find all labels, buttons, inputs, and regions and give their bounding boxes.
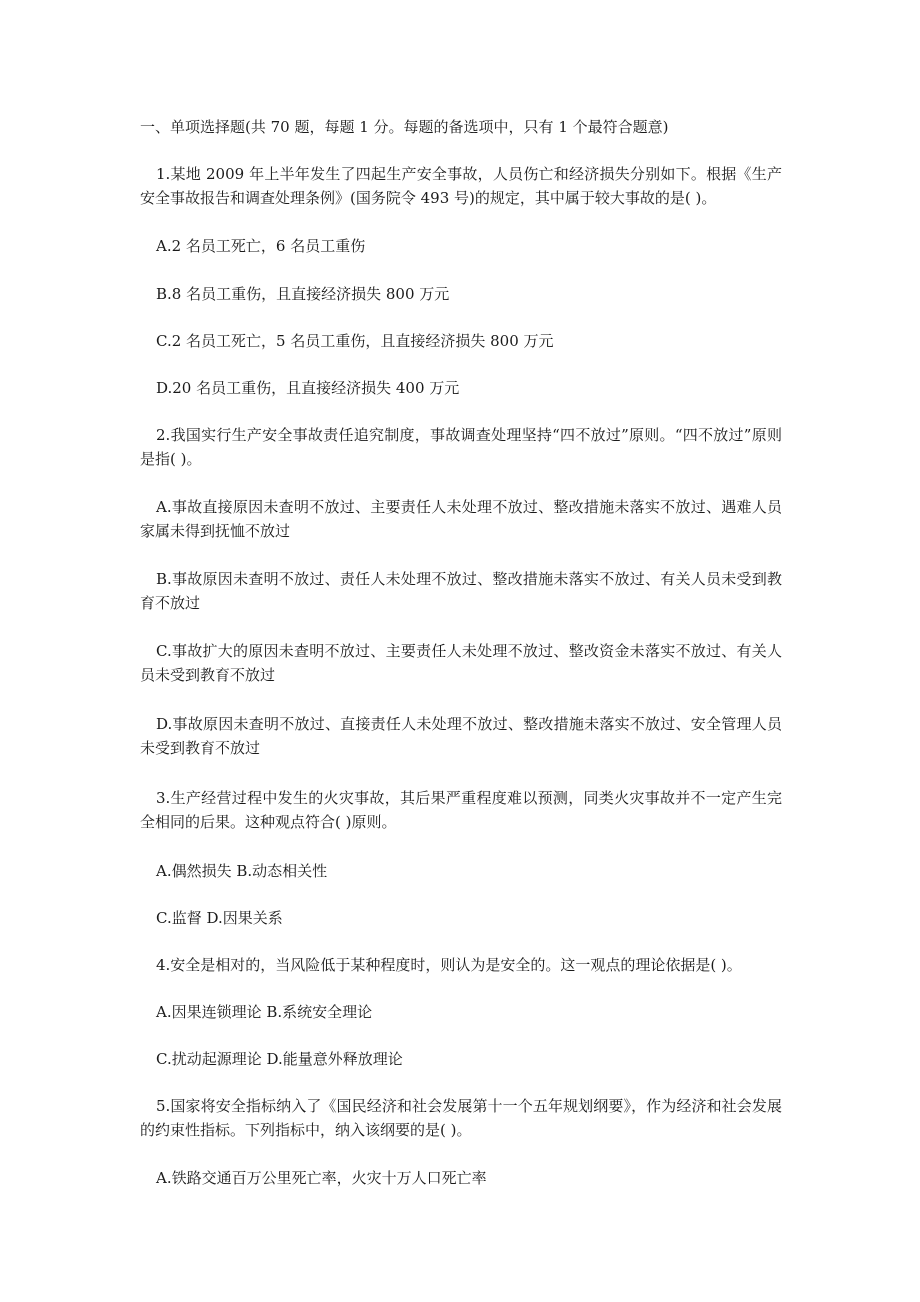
question-2-option-a: A.事故直接原因未查明不放过、主要责任人未处理不放过、整改措施未落实不放过、遇难人员家属未得到抚恤不放过 — [140, 498, 782, 540]
question-3-options-cd: C.监督 D.因果关系 — [156, 909, 283, 927]
question-4-options-cd: C.扰动起源理论 D.能量意外释放理论 — [156, 1050, 403, 1068]
question-1-option-c: C.2 名员工死亡，5 名员工重伤，且直接经济损失 800 万元 — [156, 332, 554, 350]
question-3-options-ab: A.偶然损失 B.动态相关性 — [156, 862, 328, 880]
question-2-option-b: B.事故原因未查明不放过、责任人未处理不放过、整改措施未落实不放过、有关人员未受到教育不放过 — [140, 570, 782, 612]
question-1-option-a: A.2 名员工死亡，6 名员工重伤 — [156, 237, 366, 255]
question-4-options-ab: A.因果连锁理论 B.系统安全理论 — [156, 1003, 373, 1021]
question-5-stem: 5.国家将安全指标纳入了《国民经济和社会发展第十一个五年规划纲要》，作为经济和社会发展的约束性指标。下列指标中，纳入该纲要的是( )。 — [140, 1097, 782, 1139]
section-heading: 一、单项选择题(共 70 题，每题 1 分。每题的备选项中，只有 1 个最符合题意) — [140, 118, 669, 136]
question-2-option-d: D.事故原因未查明不放过、直接责任人未处理不放过、整改措施未落实不放过、安全管理人员未受到教育不放过 — [140, 715, 782, 757]
question-4-stem: 4.安全是相对的，当风险低于某种程度时，则认为是安全的。这一观点的理论依据是( )。 — [156, 956, 742, 974]
question-5-option-a: A.铁路交通百万公里死亡率，火灾十万人口死亡率 — [156, 1169, 487, 1187]
question-2-stem: 2.我国实行生产安全事故责任追究制度，事故调查处理坚持“四不放过”原则。“四不放过”原则是指( )。 — [140, 426, 782, 468]
question-1-option-d: D.20 名员工重伤，且直接经济损失 400 万元 — [156, 379, 460, 397]
question-1-stem: 1.某地 2009 年上半年发生了四起生产安全事故，人员伤亡和经济损失分别如下。根据《生产安全事故报告和调查处理条例》(国务院令 493 号)的规定，其中属于较大事故的是( )。 — [140, 165, 782, 207]
question-3-stem: 3.生产经营过程中发生的火灾事故，其后果严重程度难以预测，同类火灾事故并不一定产生完全相同的后果。这种观点符合( )原则。 — [140, 789, 782, 831]
question-1-option-b: B.8 名员工重伤，且直接经济损失 800 万元 — [156, 285, 450, 303]
question-2-option-c: C.事故扩大的原因未查明不放过、主要责任人未处理不放过、整改资金未落实不放过、有关人员未受到教育不放过 — [140, 642, 782, 684]
